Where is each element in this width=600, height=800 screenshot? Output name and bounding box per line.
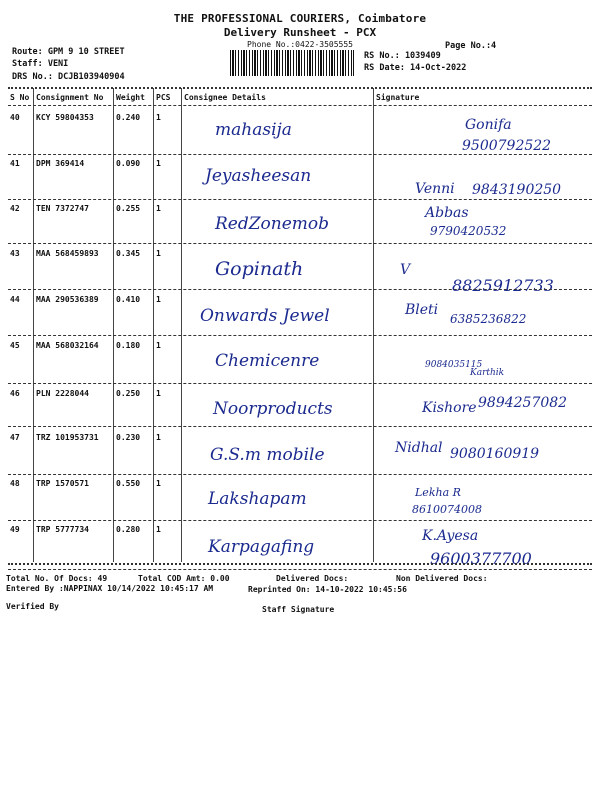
divider (153, 88, 154, 562)
consignee-handwriting: Karpagafing (208, 537, 315, 557)
consignee-handwriting: RedZonemob (215, 214, 330, 234)
col-weight: Weight (116, 93, 145, 102)
row-sno: 45 (10, 341, 20, 350)
row-weight: 0.180 (116, 341, 141, 350)
rs-date: RS Date: 14-Oct-2022 (364, 63, 467, 73)
row-separator (8, 154, 592, 155)
signature-phone: 9084035115 (425, 360, 483, 370)
row-weight: 0.280 (116, 525, 141, 534)
row-pcs: 1 (156, 389, 161, 398)
table-bottom-rule (8, 563, 592, 565)
consignee-handwriting: Chemicenre (215, 351, 320, 371)
signature-phone: 9500792522 (462, 138, 552, 154)
entered-by: Entered By :NAPPINAX 10/14/2022 10:45:17 AM (6, 584, 214, 593)
row-sno: 44 (10, 295, 20, 304)
row-sno: 48 (10, 479, 20, 488)
row-sno: 42 (10, 204, 20, 213)
row-pcs: 1 (156, 433, 161, 442)
phone-number: Phone No.:0422-3505555 (247, 40, 353, 49)
row-sno: 40 (10, 113, 20, 122)
row-consignment: TRZ 101953731 (36, 433, 99, 442)
consignee-handwriting: Gopinath (215, 258, 304, 280)
signature-handwriting: Venni (415, 181, 455, 197)
row-weight: 0.250 (116, 389, 141, 398)
signature-handwriting: Karthik (470, 368, 505, 378)
row-pcs: 1 (156, 159, 161, 168)
route-label: Route: GPM 9 10 STREET (12, 47, 125, 57)
consignee-handwriting: Lakshapam (208, 489, 307, 509)
row-weight: 0.090 (116, 159, 141, 168)
signature-handwriting: Nidhal (395, 440, 443, 456)
row-pcs: 1 (156, 525, 161, 534)
total-cod: Total COD Amt: 0.00 (138, 574, 230, 583)
row-sno: 47 (10, 433, 20, 442)
row-consignment: TEN 7372747 (36, 204, 89, 213)
row-consignment: TRP 5777734 (36, 525, 89, 534)
signature-phone: 9080160919 (450, 446, 540, 462)
total-docs: Total No. Of Docs: 49 (6, 574, 108, 583)
signature-handwriting: K.Ayesa (422, 528, 479, 544)
col-pcs: PCS (156, 93, 171, 102)
signature-handwriting: Bleti (405, 302, 439, 318)
signature-handwriting: V (400, 262, 411, 278)
verified-by: Verified By (6, 602, 59, 611)
staff-label: Staff: VENI (12, 59, 69, 69)
row-separator (8, 383, 592, 384)
consignee-handwriting: G.S.m mobile (210, 445, 325, 465)
row-separator (8, 199, 592, 200)
signature-handwriting: Abbas (425, 205, 469, 221)
row-separator (8, 335, 592, 336)
col-signature: Signature (376, 93, 420, 102)
row-consignment: KCY 59804353 (36, 113, 94, 122)
signature-phone: 8825912733 (452, 276, 554, 295)
consignee-handwriting: Onwards Jewel (200, 306, 330, 326)
barcode-icon (230, 50, 354, 76)
row-separator (8, 520, 592, 521)
row-consignment: MAA 568032164 (36, 341, 99, 350)
row-pcs: 1 (156, 113, 161, 122)
row-weight: 0.240 (116, 113, 141, 122)
page-number: Page No.:4 (445, 41, 497, 51)
consignee-handwriting: Noorproducts (213, 399, 333, 419)
row-pcs: 1 (156, 479, 161, 488)
header-bottom-rule (8, 105, 592, 106)
col-consignee: Consignee Details (184, 93, 266, 102)
row-sno: 46 (10, 389, 20, 398)
row-weight: 0.345 (116, 249, 141, 258)
row-weight: 0.230 (116, 433, 141, 442)
signature-phone: 9894257082 (478, 395, 568, 411)
row-separator (8, 289, 592, 290)
runsheet-subtitle: Delivery Runsheet - PCX (223, 26, 377, 39)
row-pcs: 1 (156, 341, 161, 350)
consignee-handwriting: mahasija (215, 120, 292, 140)
non-delivered-docs: Non Delivered Docs: (396, 574, 488, 583)
row-weight: 0.550 (116, 479, 141, 488)
row-sno: 41 (10, 159, 20, 168)
divider (113, 88, 114, 562)
drs-number: DRS No.: DCJB103940904 (12, 72, 125, 82)
signature-handwriting: Kishore (422, 400, 477, 416)
row-pcs: 1 (156, 204, 161, 213)
divider (181, 88, 182, 562)
row-consignment: TRP 1570571 (36, 479, 89, 488)
company-title: THE PROFESSIONAL COURIERS, Coimbatore (173, 12, 427, 25)
staff-signature: Staff Signature (262, 605, 335, 614)
signature-phone: 9843190250 (472, 182, 562, 198)
row-sno: 49 (10, 525, 20, 534)
row-pcs: 1 (156, 249, 161, 258)
col-sno: S No (10, 93, 30, 102)
signature-phone: 8610074008 (412, 503, 482, 516)
signature-phone: 9600377700 (430, 549, 532, 568)
row-separator (8, 426, 592, 427)
reprinted-on: Reprinted On: 14-10-2022 10:45:56 (248, 585, 407, 594)
signature-phone: 6385236822 (450, 312, 527, 326)
row-weight: 0.410 (116, 295, 141, 304)
rs-number: RS No.: 1039409 (364, 51, 441, 61)
row-consignment: DPM 369414 (36, 159, 85, 168)
col-consignment: Consignment No (36, 93, 104, 102)
row-separator (8, 243, 592, 244)
divider (33, 88, 34, 562)
row-separator (8, 474, 592, 475)
row-sno: 43 (10, 249, 20, 258)
row-consignment: MAA 290536389 (36, 295, 99, 304)
signature-handwriting: Gonifa (465, 117, 512, 133)
consignee-handwriting: Jeyasheesan (205, 166, 312, 186)
signature-handwriting: Lekha R (415, 486, 461, 499)
row-consignment: PLN 2228044 (36, 389, 89, 398)
divider (373, 88, 374, 562)
row-pcs: 1 (156, 295, 161, 304)
row-consignment: MAA 568459893 (36, 249, 99, 258)
table-bottom-rule (8, 569, 592, 570)
row-weight: 0.255 (116, 204, 141, 213)
header-top-rule (8, 87, 592, 89)
signature-phone: 9790420532 (430, 224, 507, 238)
delivered-docs: Delivered Docs: (276, 574, 349, 583)
